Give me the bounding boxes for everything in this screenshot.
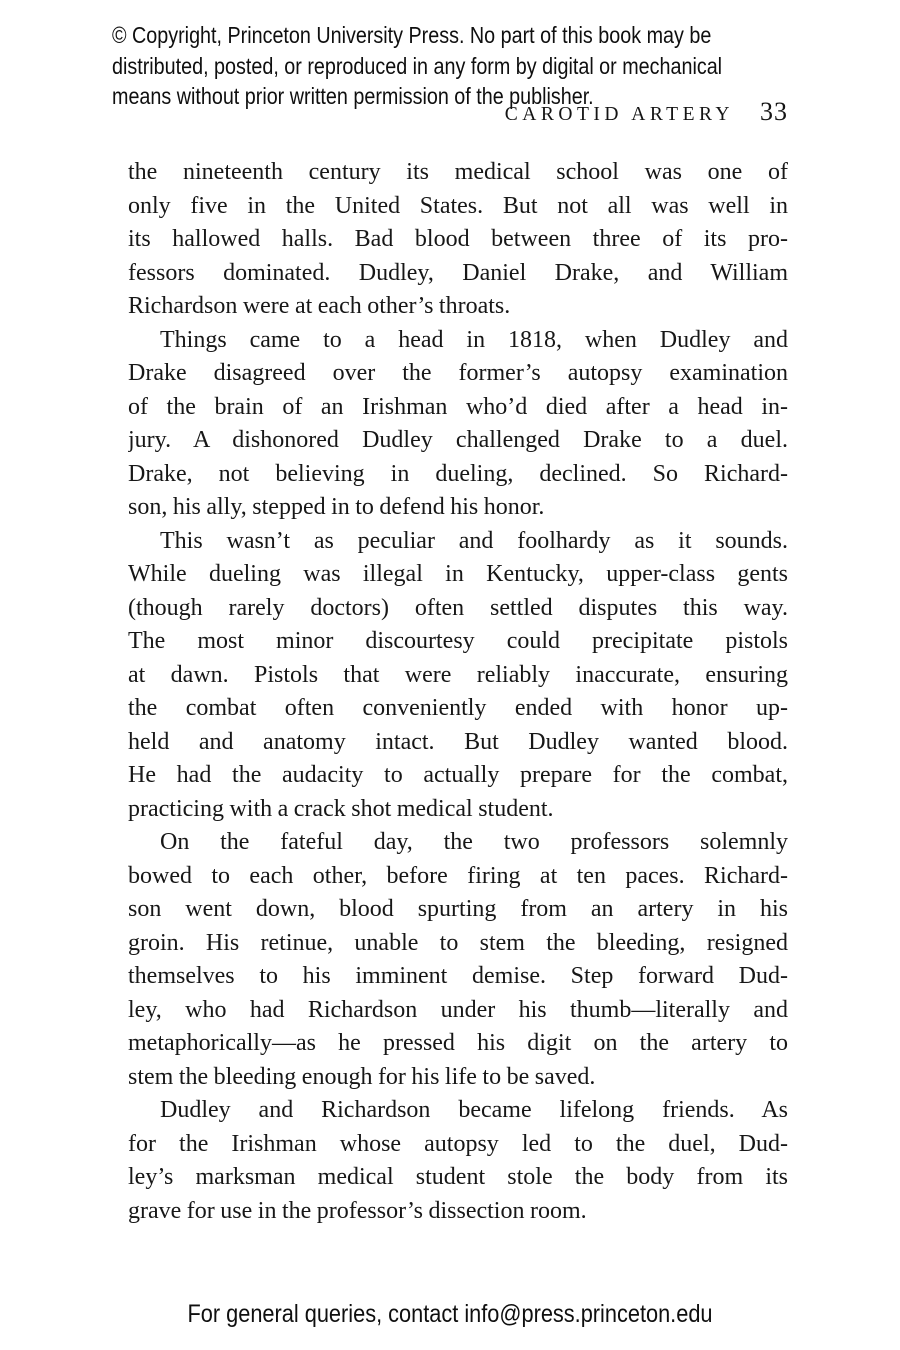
paragraph [128, 826, 788, 1094]
body-line: The most minor discourtesy could precipitate pistols [128, 628, 788, 654]
body-line: ley’s marksman medical student stole the body from its [128, 1164, 788, 1190]
body-line: bowed to each other, before firing at ten paces. Richard- [128, 862, 788, 889]
body-line: On the fateful day, the two professors solemnly [160, 829, 788, 855]
copyright-line-2: distributed, posted, or reproduced in any form by digital or mechanical [112, 52, 723, 79]
body-line: jury. A dishonored Dudley challenged Drake to a duel. [128, 427, 788, 453]
paragraph [128, 156, 788, 324]
body-line: only five in the United States. But not all was well in [128, 192, 788, 219]
copyright-line-1: © Copyright, Princeton University Press. No part of this book may be [112, 22, 712, 48]
body-line: Things came to a head in 1818, when Dudley and [160, 326, 788, 353]
paragraph [128, 324, 788, 525]
body-line: the combat often conveniently ended with honor up- [128, 695, 788, 721]
body-line: son, his ally, stepped in to defend his honor. [128, 494, 545, 520]
body-line: grave for use in the professor’s dissection room. [128, 1197, 587, 1224]
body-line: While dueling was illegal in Kentucky, upper-class gents [128, 561, 788, 587]
page-number: 33 [760, 97, 788, 126]
copyright-line-3: means without prior written permission of the publisher. [112, 83, 594, 109]
body-line: son went down, blood spurting from an artery in his [128, 896, 788, 922]
body-line: its hallowed halls. Bad blood between three of its pro- [128, 226, 788, 252]
body-line: groin. His retinue, unable to stem the bleeding, resigned [128, 929, 788, 956]
body-line: held and anatomy intact. But Dudley wanted blood. [128, 728, 788, 755]
paragraph [128, 525, 788, 827]
chapter-title: CAROTID ARTERY [504, 104, 734, 125]
body-text [128, 156, 788, 1228]
body-line: ley, who had Richardson under his thumb—literally and [128, 996, 788, 1023]
footer-contact-note: For general queries, contact info@press.princeton.edu [187, 1300, 713, 1328]
body-line: Drake, not believing in dueling, declined. So Richard- [128, 460, 788, 487]
body-line: metaphorically—as he pressed his digit on the artery to [128, 1030, 788, 1056]
body-line: fessors dominated. Dudley, Daniel Drake, and William [128, 259, 788, 286]
body-line: of the brain of an Irishman who’d died after a head in- [128, 393, 788, 420]
body-line: (though rarely doctors) often settled disputes this way. [128, 594, 788, 621]
running-head [505, 97, 788, 127]
body-line: practicing with a crack shot medical student. [128, 795, 554, 822]
body-line: He had the audacity to actually prepare for the combat, [128, 762, 788, 788]
body-line: themselves to his imminent demise. Step forward Dud- [128, 963, 788, 989]
body-line: the nineteenth century its medical school was one of [128, 159, 788, 185]
body-line: at dawn. Pistols that were reliably inaccurate, ensuring [128, 661, 788, 688]
body-line: Drake disagreed over the former’s autopsy examination [128, 360, 788, 386]
paragraph [128, 1094, 788, 1228]
body-line: This wasn’t as peculiar and foolhardy as it sounds. [160, 527, 788, 554]
body-line: for the Irishman whose autopsy led to the duel, Dud- [128, 1130, 788, 1157]
body-line: Dudley and Richardson became lifelong friends. As [160, 1097, 788, 1123]
body-line: stem the bleeding enough for his life to be saved. [128, 1063, 596, 1090]
body-line: Richardson were at each other’s throats. [128, 293, 511, 319]
